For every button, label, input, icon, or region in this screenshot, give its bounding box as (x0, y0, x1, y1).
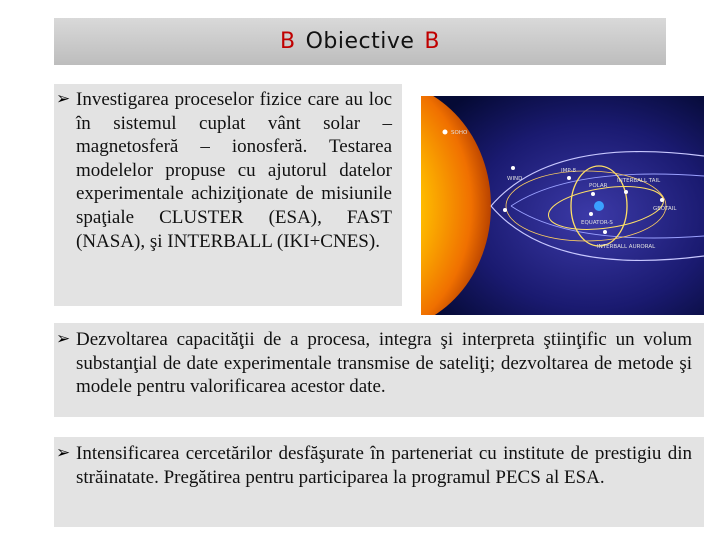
label-interball-tail: INTERBALL TAIL (617, 178, 661, 184)
magnetosphere-illustration (421, 96, 704, 315)
bullet-text: Dezvoltarea capacităţii de a procesa, integra şi interpreta ştiinţific un volum substanţial de date experimentale transmise de sateliţi; dezvoltarea de metode şi modele pentru valorificarea acestor date. (76, 329, 692, 398)
earth-shape (594, 201, 604, 211)
objective-box-1 (54, 84, 402, 306)
label-interball-auroral: INTERBALL AURORAL (597, 244, 656, 250)
label-equator-s: EQUATOR-S (581, 220, 613, 226)
satellite-icon (503, 208, 507, 212)
satellite-icon (567, 176, 571, 180)
arrow-bullet-icon: ➢ (56, 443, 71, 463)
satellite-icon (603, 230, 607, 234)
arrow-bullet-icon: ➢ (56, 329, 71, 349)
title-text: Obiective (305, 29, 415, 54)
satellite-icon (589, 212, 593, 216)
objective-box-3 (54, 437, 704, 527)
label-soho: SOHO (451, 130, 468, 136)
label-imp8: IMP-8 (561, 168, 577, 174)
bullet-text: Intensificarea cercetărilor desfăşurate în parteneriat cu institute de prestigiu din străinatate. Pregătirea pentru participarea la programul PECS al ESA. (76, 443, 692, 488)
objective-box-2 (54, 323, 704, 417)
title-marker-left: B (279, 29, 296, 54)
label-geotail: GEOTAIL (653, 206, 677, 212)
slide-title (54, 18, 666, 65)
satellite-icon (591, 192, 595, 196)
arrow-bullet-icon: ➢ (56, 89, 71, 109)
bullet-item (56, 88, 392, 253)
bullet-item (56, 442, 692, 489)
label-polar: POLAR (589, 183, 608, 189)
magnetosphere-svg (421, 96, 704, 315)
satellite-icon (624, 190, 628, 194)
satellite-icon (511, 166, 515, 170)
bullet-text: Investigarea proceselor fizice care au loc în sistemul cuplat vânt solar – magnetosferă – ionosferă. Testarea modelelor propuse cu ajutorul datelor experimentale achiziţionate de misiunile spaţiale CLUSTER (ESA), FAST (NASA), şi INTERBALL (IKI+CNES). (76, 89, 392, 252)
label-wind: WIND (507, 176, 523, 182)
bullet-item (56, 328, 692, 399)
title-marker-right: B (424, 29, 440, 54)
satellite-icon (443, 130, 448, 135)
satellite-icon (660, 198, 664, 202)
